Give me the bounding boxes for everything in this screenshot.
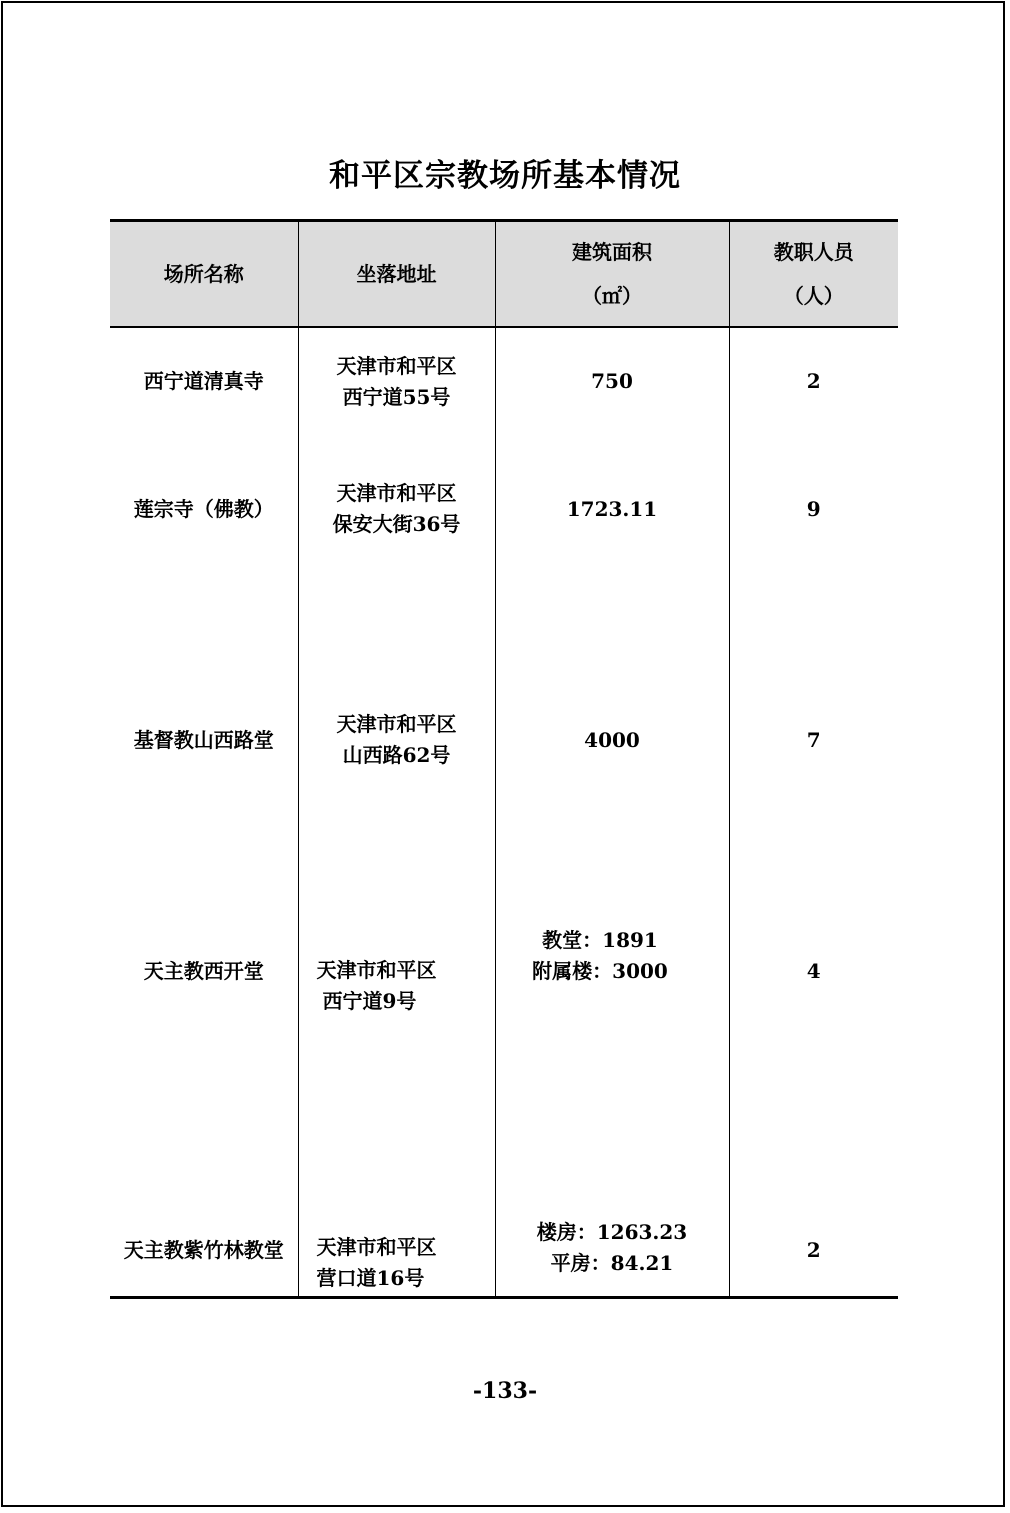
religious-sites-table (110, 219, 898, 1299)
cell-staff-text: 2 (806, 1238, 821, 1262)
table-row (110, 436, 898, 667)
cell-site-name: 西宁道清真寺 (143, 369, 264, 393)
cell-site-name (110, 436, 298, 667)
cell-area-line1: 教堂：1891 (542, 928, 658, 952)
header-address (298, 221, 495, 327)
cell-site-name-text: 基督教山西路堂 (133, 727, 274, 752)
header-address-label: 坐落地址 (356, 261, 437, 286)
header-site-name (110, 221, 298, 327)
cell-area-line2: 附属楼：3000 (532, 959, 668, 983)
cell-area (495, 898, 729, 1129)
page-title: 和平区宗教场所基本情况 (329, 158, 681, 194)
cell-area (495, 667, 729, 898)
cell-area-line2: 平房：84.21 (550, 1251, 674, 1275)
header-area-label: 建筑面积 (572, 239, 652, 264)
cell-address (298, 1129, 495, 1298)
cell-site-name-text: 天主教紫竹林教堂 (123, 1238, 284, 1262)
cell-staff: 2 (729, 327, 898, 436)
cell-address-line2: 西宁道9号 (322, 989, 417, 1013)
header-area-unit: （㎡） (582, 283, 642, 308)
cell-area-line1: 750 (591, 369, 633, 393)
cell-address-line1: 天津市和平区 (336, 481, 457, 505)
page-number: -133- (472, 1378, 538, 1404)
cell-address-line1: 天津市和平区 (316, 1235, 437, 1259)
cell-address (298, 327, 495, 436)
cell-address (298, 436, 495, 667)
header-staff-label: 教职人员 (773, 239, 854, 264)
cell-staff (729, 667, 898, 898)
cell-area (495, 436, 729, 667)
cell-address-line2: 营口道16号 (316, 1266, 425, 1290)
cell-address-line1: 天津市和平区 (316, 958, 437, 982)
cell-address (298, 667, 495, 898)
cell-address-line1: 天津市和平区 (336, 353, 457, 378)
cell-address-line2: 保安大街36号 (332, 512, 461, 536)
cell-staff-text: 7 (806, 727, 821, 752)
cell-address-line1: 天津市和平区 (336, 712, 457, 736)
cell-area-line1: 4000 (584, 727, 640, 752)
header-site-name-label: 场所名称 (163, 261, 244, 286)
header-area (495, 221, 729, 327)
cell-area-line1: 1723.11 (566, 496, 658, 521)
cell-site-name-text: 莲宗寺（佛教） (133, 496, 274, 521)
cell-site-name (110, 667, 298, 898)
table-header-row (110, 221, 898, 327)
table-row (110, 1129, 898, 1298)
cell-area (495, 1129, 729, 1298)
header-staff (729, 221, 898, 327)
table-row (110, 667, 898, 898)
table-row (110, 327, 898, 436)
cell-staff (729, 1129, 898, 1298)
cell-staff-text: 9 (806, 496, 821, 521)
table-row (110, 898, 898, 1129)
table-container (110, 219, 898, 1299)
cell-staff-text: 4 (806, 958, 821, 983)
cell-staff (729, 898, 898, 1129)
cell-area (495, 327, 729, 436)
cell-area-line1: 楼房：1263.23 (536, 1220, 688, 1244)
cell-address-line2: 山西路62号 (342, 743, 451, 767)
cell-site-name (110, 898, 298, 1129)
cell-address (298, 898, 495, 1129)
cell-staff (729, 436, 898, 667)
header-staff-unit: （人） (783, 283, 844, 308)
cell-site-name-text: 天主教西开堂 (143, 958, 264, 983)
cell-address-line2: 西宁道55号 (342, 384, 451, 409)
cell-site-name (110, 1129, 298, 1298)
